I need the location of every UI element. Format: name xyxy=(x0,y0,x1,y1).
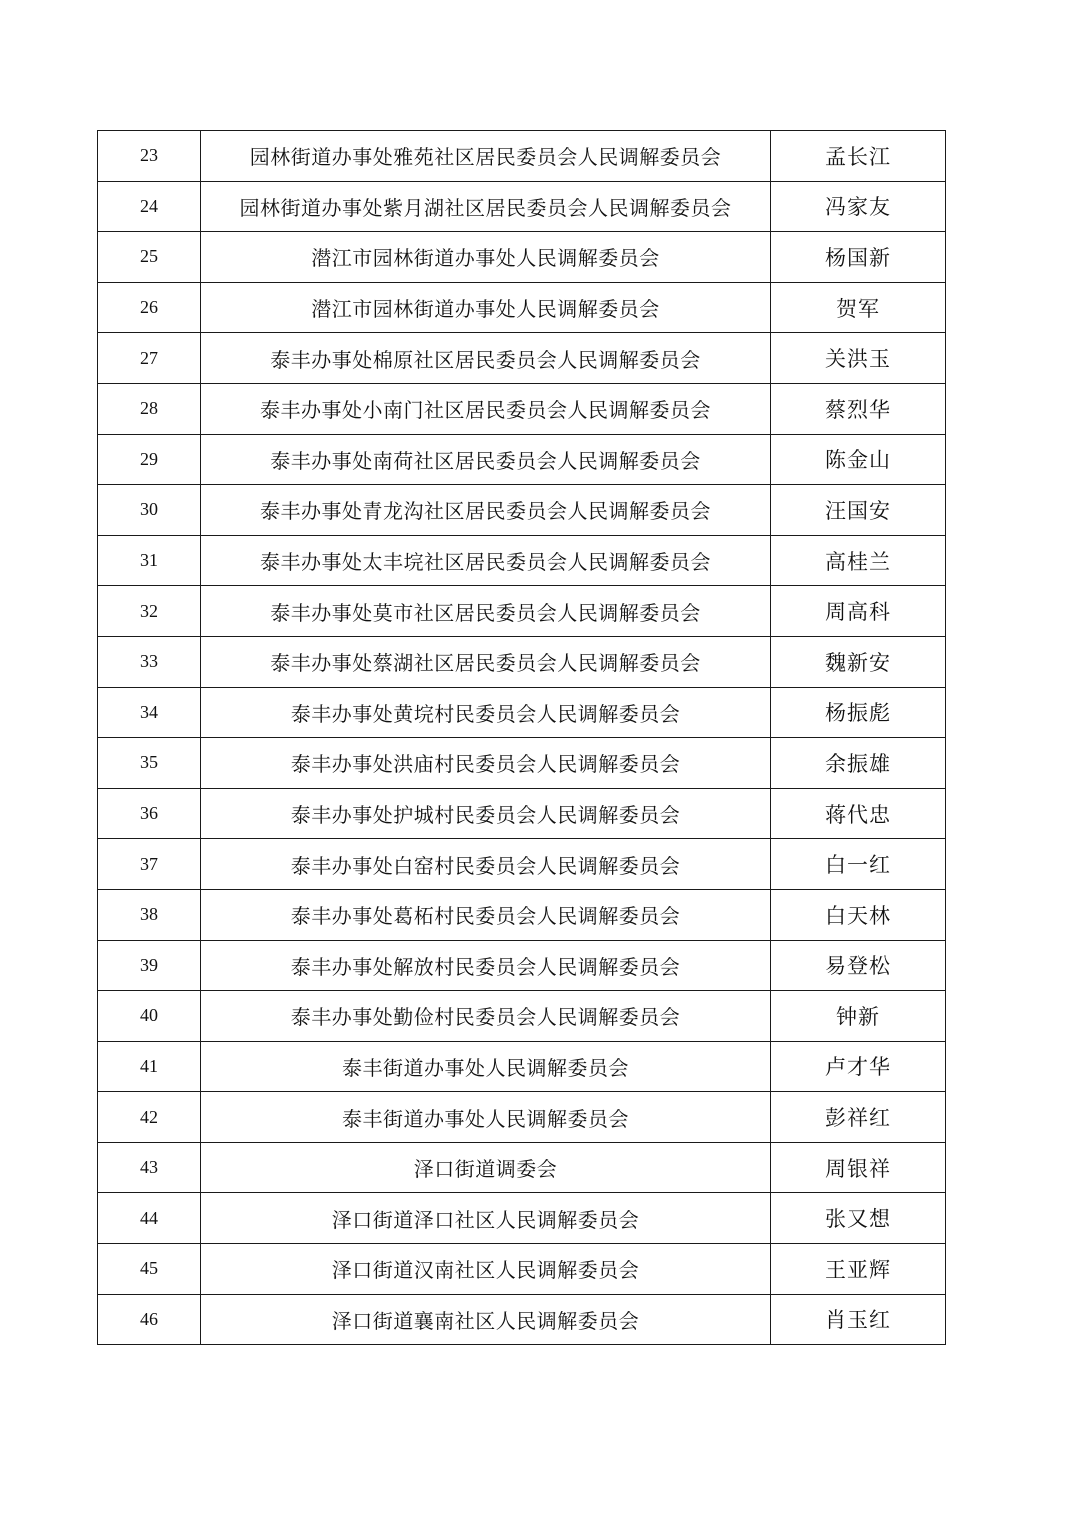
committee-name: 潜江市园林街道办事处人民调解委员会 xyxy=(201,282,771,333)
row-number: 46 xyxy=(98,1294,201,1345)
table-row xyxy=(98,181,946,232)
row-number: 31 xyxy=(98,535,201,586)
row-number: 30 xyxy=(98,485,201,536)
person-name: 陈金山 xyxy=(771,434,946,485)
person-name: 彭祥红 xyxy=(771,1092,946,1143)
committee-name: 泰丰办事处南荷社区居民委员会人民调解委员会 xyxy=(201,434,771,485)
table-row xyxy=(98,1092,946,1143)
row-number: 28 xyxy=(98,383,201,434)
table-row xyxy=(98,991,946,1042)
row-number: 27 xyxy=(98,333,201,384)
table-row xyxy=(98,1294,946,1345)
row-number: 43 xyxy=(98,1142,201,1193)
table-row xyxy=(98,383,946,434)
person-name: 蒋代忠 xyxy=(771,788,946,839)
person-name: 周高科 xyxy=(771,586,946,637)
row-number: 37 xyxy=(98,839,201,890)
person-name: 魏新安 xyxy=(771,636,946,687)
table-row xyxy=(98,434,946,485)
person-name: 白一红 xyxy=(771,839,946,890)
table-row xyxy=(98,839,946,890)
committee-name: 泰丰办事处黄垸村民委员会人民调解委员会 xyxy=(201,687,771,738)
table-row xyxy=(98,636,946,687)
table-row xyxy=(98,1041,946,1092)
table-body xyxy=(98,131,946,1345)
row-number: 23 xyxy=(98,131,201,182)
committee-name: 泰丰办事处小南门社区居民委员会人民调解委员会 xyxy=(201,383,771,434)
person-name: 汪国安 xyxy=(771,485,946,536)
table-row xyxy=(98,232,946,283)
person-name: 杨国新 xyxy=(771,232,946,283)
row-number: 24 xyxy=(98,181,201,232)
row-number: 25 xyxy=(98,232,201,283)
table-row xyxy=(98,485,946,536)
row-number: 29 xyxy=(98,434,201,485)
table-row xyxy=(98,889,946,940)
table-row xyxy=(98,788,946,839)
person-name: 贺军 xyxy=(771,282,946,333)
person-name: 孟长江 xyxy=(771,131,946,182)
person-name: 周银祥 xyxy=(771,1142,946,1193)
committee-name: 泰丰办事处解放村民委员会人民调解委员会 xyxy=(201,940,771,991)
committee-name: 泰丰办事处护城村民委员会人民调解委员会 xyxy=(201,788,771,839)
person-name: 蔡烈华 xyxy=(771,383,946,434)
table-row xyxy=(98,535,946,586)
row-number: 44 xyxy=(98,1193,201,1244)
person-name: 余振雄 xyxy=(771,738,946,789)
table-row xyxy=(98,282,946,333)
row-number: 35 xyxy=(98,738,201,789)
committee-name: 泰丰街道办事处人民调解委员会 xyxy=(201,1041,771,1092)
person-name: 钟新 xyxy=(771,991,946,1042)
mediation-committee-table xyxy=(97,130,946,1345)
person-name: 杨振彪 xyxy=(771,687,946,738)
person-name: 冯家友 xyxy=(771,181,946,232)
committee-name: 园林街道办事处紫月湖社区居民委员会人民调解委员会 xyxy=(201,181,771,232)
person-name: 易登松 xyxy=(771,940,946,991)
table-row xyxy=(98,1193,946,1244)
committee-name: 泰丰办事处青龙沟社区居民委员会人民调解委员会 xyxy=(201,485,771,536)
table-row xyxy=(98,940,946,991)
person-name: 卢才华 xyxy=(771,1041,946,1092)
table-row xyxy=(98,333,946,384)
committee-name: 泰丰办事处蔡湖社区居民委员会人民调解委员会 xyxy=(201,636,771,687)
committee-name: 泽口街道调委会 xyxy=(201,1142,771,1193)
person-name: 王亚辉 xyxy=(771,1244,946,1295)
committee-name: 泰丰办事处白窑村民委员会人民调解委员会 xyxy=(201,839,771,890)
row-number: 40 xyxy=(98,991,201,1042)
committee-name: 园林街道办事处雅苑社区居民委员会人民调解委员会 xyxy=(201,131,771,182)
committee-name: 泰丰办事处莫市社区居民委员会人民调解委员会 xyxy=(201,586,771,637)
table-row xyxy=(98,1142,946,1193)
committee-name: 泽口街道汉南社区人民调解委员会 xyxy=(201,1244,771,1295)
row-number: 33 xyxy=(98,636,201,687)
person-name: 白天林 xyxy=(771,889,946,940)
table-row xyxy=(98,1244,946,1295)
table-row xyxy=(98,586,946,637)
row-number: 26 xyxy=(98,282,201,333)
committee-name: 泽口街道襄南社区人民调解委员会 xyxy=(201,1294,771,1345)
committee-name: 泰丰办事处太丰垸社区居民委员会人民调解委员会 xyxy=(201,535,771,586)
committee-name: 泰丰街道办事处人民调解委员会 xyxy=(201,1092,771,1143)
table-row xyxy=(98,687,946,738)
table-row xyxy=(98,131,946,182)
committee-name: 泰丰办事处棉原社区居民委员会人民调解委员会 xyxy=(201,333,771,384)
table-row xyxy=(98,738,946,789)
committee-name: 泰丰办事处洪庙村民委员会人民调解委员会 xyxy=(201,738,771,789)
committee-name: 泰丰办事处勤俭村民委员会人民调解委员会 xyxy=(201,991,771,1042)
person-name: 高桂兰 xyxy=(771,535,946,586)
row-number: 38 xyxy=(98,889,201,940)
person-name: 张又想 xyxy=(771,1193,946,1244)
row-number: 34 xyxy=(98,687,201,738)
row-number: 32 xyxy=(98,586,201,637)
committee-name: 泽口街道泽口社区人民调解委员会 xyxy=(201,1193,771,1244)
person-name: 关洪玉 xyxy=(771,333,946,384)
person-name: 肖玉红 xyxy=(771,1294,946,1345)
committee-name: 泰丰办事处葛柘村民委员会人民调解委员会 xyxy=(201,889,771,940)
committee-name: 潜江市园林街道办事处人民调解委员会 xyxy=(201,232,771,283)
row-number: 41 xyxy=(98,1041,201,1092)
row-number: 39 xyxy=(98,940,201,991)
row-number: 42 xyxy=(98,1092,201,1143)
row-number: 45 xyxy=(98,1244,201,1295)
row-number: 36 xyxy=(98,788,201,839)
